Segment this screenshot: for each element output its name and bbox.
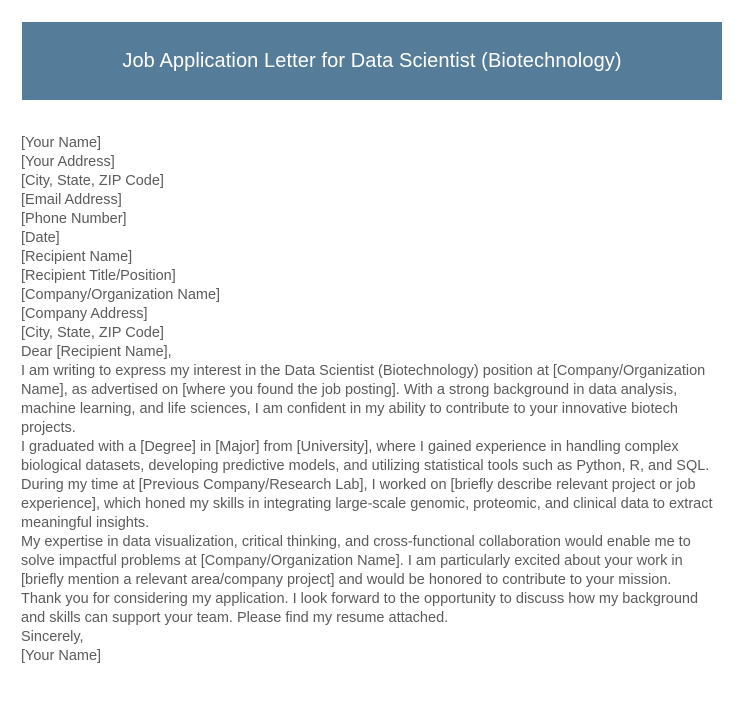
salutation: Dear [Recipient Name],	[21, 344, 172, 360]
recipient-line-name: [Recipient Name]	[21, 249, 133, 265]
letter-paragraph-education: I graduated with a [Degree] in [Major] from [University], where I gained experience in handling complex biological datasets, developing predictive models, and utilizing statistical tools such as Python, R, and SQL. During my time at [Previous Company/Research Lab], I worked on [briefly describe relevant project or job experience], which honed my skills in integrating large-scale genomic, proteomic, and clinical data to extract meaningful insights.	[21, 439, 713, 531]
letter-paragraph-closing: Thank you for considering my application. I look forward to the opportunity to discuss how my background and skills can support your team. Please find my resume attached.	[21, 591, 699, 626]
sender-line-date: [Date]	[21, 230, 60, 246]
sender-line-phone: [Phone Number]	[21, 211, 127, 227]
letter-paragraph-expertise: My expertise in data visualization, critical thinking, and cross-functional collaboration would enable me to solve impactful problems at [Company/Organization Name]. I am particularly excited about your work in [briefly mention a relevant area/company project] and would be honored to contribute to your mission.	[21, 534, 691, 588]
letter-paragraph-intro: I am writing to express my interest in the Data Scientist (Biotechnology) position at [Company/Organization Name], as advertised on [where you found the job posting]. With a strong background in data analysis, machine learning, and life sciences, I am confident in my ability to contribute to your innovative biotech projects.	[21, 363, 706, 436]
page-title: Job Application Letter for Data Scientist (Biotechnology)	[122, 50, 622, 72]
recipient-line-company: [Company/Organization Name]	[21, 287, 221, 303]
recipient-line-title: [Recipient Title/Position]	[21, 268, 176, 284]
sender-line-city-state-zip: [City, State, ZIP Code]	[21, 173, 164, 189]
closing-salutation: Sincerely,	[21, 629, 84, 645]
recipient-line-address: [Company Address]	[21, 306, 148, 322]
letter-header-banner	[22, 22, 722, 100]
sender-line-address: [Your Address]	[21, 154, 115, 170]
recipient-line-city-state-zip: [City, State, ZIP Code]	[21, 325, 164, 341]
sender-line-email: [Email Address]	[21, 192, 122, 208]
letter-body	[21, 134, 721, 666]
signature-name: [Your Name]	[21, 648, 102, 664]
sender-line-name: [Your Name]	[21, 135, 102, 151]
